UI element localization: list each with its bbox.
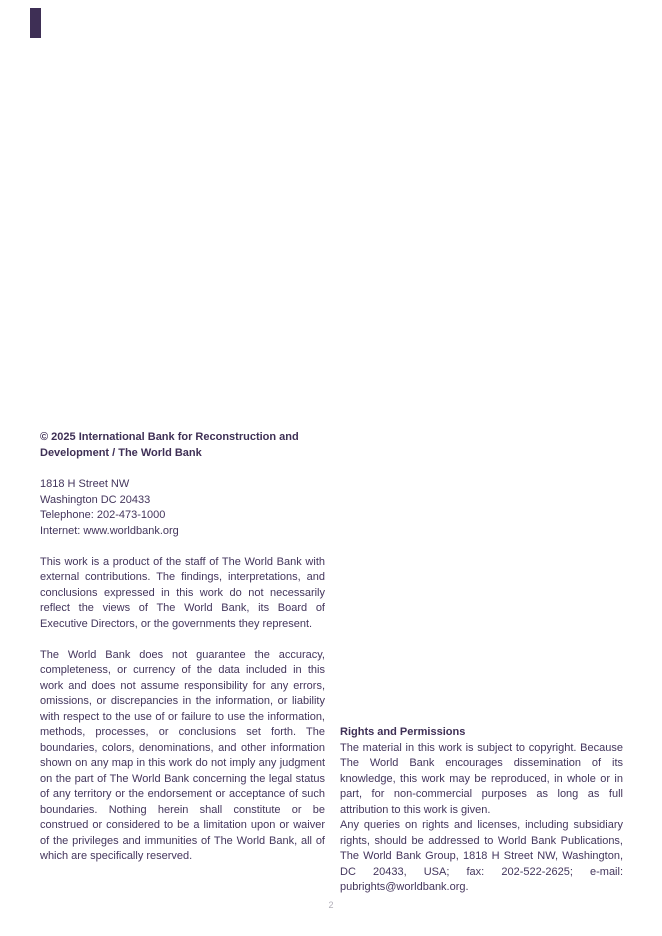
page-number: 2: [328, 900, 334, 910]
rights-paragraph-2: Any queries on rights and licenses, including subsidiary rights, should be addressed to World Bank Publications, The World Bank Group, 1818 H Street NW, Washington, DC 20433, USA; fax: 202-522-2625; e-mail: pubrights@worldbank.org.: [340, 819, 623, 893]
address-line-internet: Internet: www.worldbank.org: [40, 524, 179, 537]
rights-permissions-heading: Rights and Permissions: [340, 726, 466, 738]
address-line-city: Washington DC 20433: [40, 493, 151, 506]
disclaimer-paragraph-2: The World Bank does not guarantee the accuracy, completeness, or currency of the data included in this work and does not assume responsibility for any errors, omissions, or discrepancies in the information, or liability with respect to the use of or failure to use the information, methods, processes, or conclusions set forth. The boundaries, colors, denominations, and other information shown on any map in this work do not imply any judgment on the part of The World Bank concerning the legal status of any territory or the endorsement or acceptance of such boundaries. Nothing herein shall constitute or be construed or considered to be a limitation upon or waiver of the privileges and immunities of The World Bank, all of which are specifically reserved.: [40, 648, 325, 862]
corner-accent-bar: [30, 8, 41, 38]
address-line-telephone: Telephone: 202-473-1000: [40, 509, 166, 521]
right-column: [340, 725, 623, 896]
left-column: [40, 430, 325, 865]
rights-paragraph-1: The material in this work is subject to copyright. Because The World Bank encourages dissemination of its knowledge, this work may be reproduced, in whole or in part, for non-commercial purposes as long as full attribution to this work is given.: [340, 741, 623, 816]
address-line-street: 1818 H Street NW: [40, 478, 130, 490]
disclaimer-paragraph-1: This work is a product of the staff of The World Bank with external contributions. The findings, interpretations, and conclusions expressed in this work do not necessarily reflect the views of The World Bank, its Board of Executive Directors, or the governments they represent.: [40, 555, 325, 630]
copyright-heading: © 2025 International Bank for Reconstruction and Development / The World Bank: [40, 431, 299, 459]
